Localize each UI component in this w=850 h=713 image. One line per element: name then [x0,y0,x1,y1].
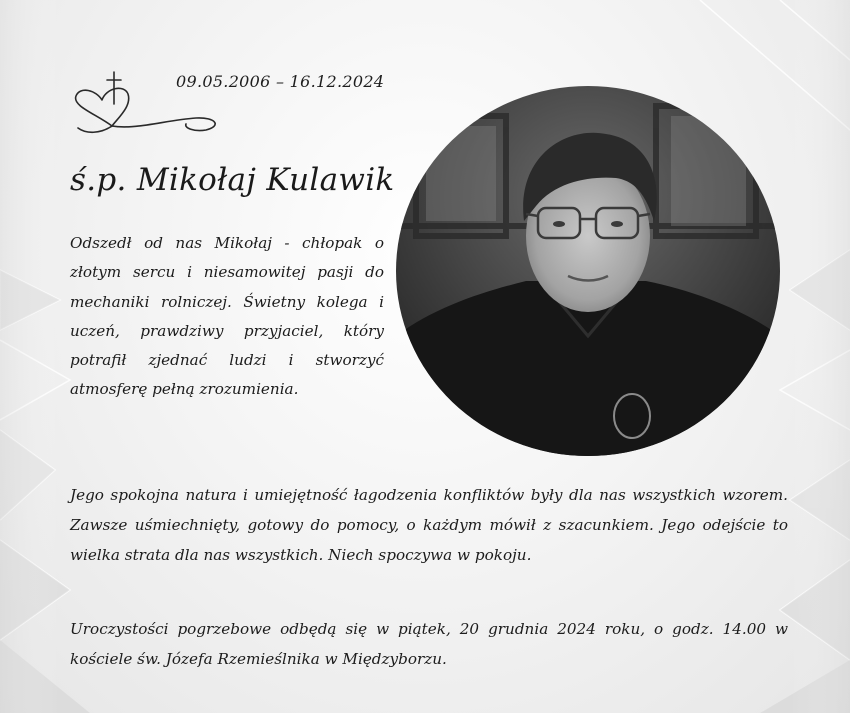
funeral-info: Uroczystości pogrzebowe odbędą się w piątek, 20 grudnia 2024 roku, o godz. 14.00 w kościele św. Józefa Rzemieślnika w Międzyborzu. [70,620,788,668]
obituary-paragraph-1: Odszedł od nas Mikołaj - chłopak o złotym sercu i niesamowitej pasji do mechaniki rolniczej. Świetny kolega i uczeń, prawdziwy przyjaciel, który potrafił zjednać ludzi i stworzyć atmosferę pełną zrozumienia. [70,234,384,399]
life-dates: 09.05.2006 – 16.12.2024 [176,72,385,91]
portrait-photo [396,86,780,456]
obituary-paragraph-2: Jego spokojna natura i umiejętność łagodzenia konfliktów były dla nas wszystkich wzorem. Zawsze uśmiechnięty, gotowy do pomocy, o każdym mówił z szacunkiem. Jego odejście to wielka strata dla nas wszystkich. Niech spoczywa w pokoju. [70,486,788,564]
page-title: ś.p. Mikołaj Kulawik [70,162,395,198]
